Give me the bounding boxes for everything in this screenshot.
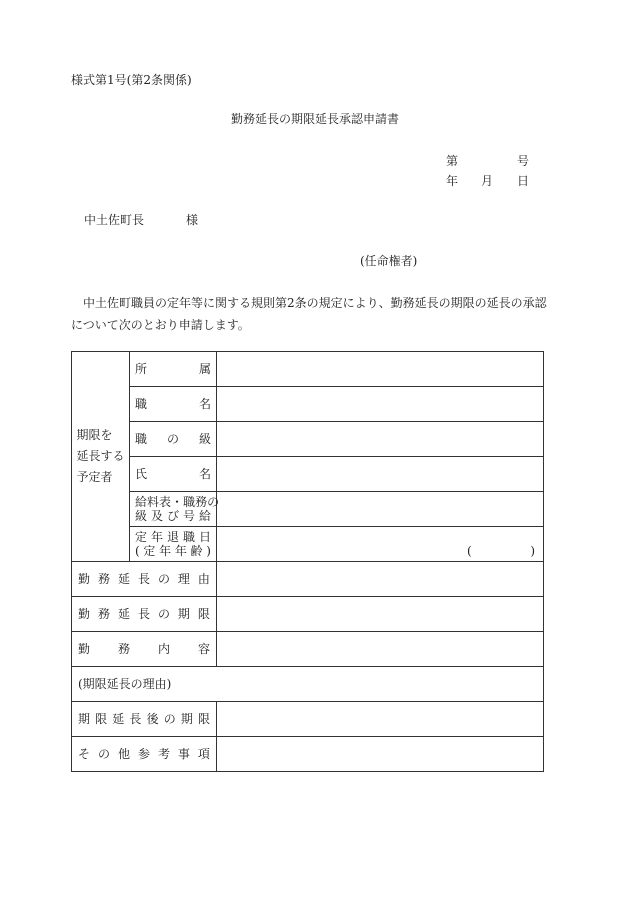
row-duties (72, 632, 544, 667)
doc-number-prefix: 第 (446, 154, 459, 168)
field-after-period[interactable] (217, 702, 544, 737)
field-duties[interactable] (217, 632, 544, 667)
label-other: そ の 他 参 考 事 項 (72, 737, 217, 772)
field-salary-grade[interactable] (217, 492, 544, 527)
doc-number-suffix: 号 (517, 154, 530, 168)
row-extension-reason (72, 562, 544, 597)
date-month: 月 (481, 174, 494, 188)
label-extension-period: 勤 務 延 長 の 期 限 (72, 597, 217, 632)
group-label-line: 予定者 (76, 470, 113, 484)
row-retirement (72, 527, 544, 562)
label-salary-grade: 給 料 表 ・ 職 務 の 級 及 び 号 給 (130, 492, 217, 527)
group-label-cell (72, 352, 130, 562)
appointer-label: (任命権者) (360, 254, 418, 268)
field-extension-period[interactable] (217, 597, 544, 632)
label-after-period: 期 限 延 長 後 の 期 限 (72, 702, 217, 737)
age-paren-open: ( (467, 544, 472, 558)
request-statement-text: 中土佐町職員の定年等に関する規則第2条の規定により、勤務延長の期限の延長の承認について次のとおり申請します。 (71, 296, 547, 332)
row-salary (72, 492, 544, 527)
label-position: 職 名 (130, 387, 217, 422)
row-position (72, 387, 544, 422)
form-number: 様式第1号(第2条関係) (71, 73, 192, 87)
field-retirement-date[interactable] (217, 527, 544, 562)
field-name[interactable] (217, 457, 544, 492)
label-retirement-date: 定 年 退 職 日 ( 定 年 年 齢 ) (130, 527, 217, 562)
request-statement (71, 292, 551, 336)
label-duties: 勤 務 内 容 (72, 632, 217, 667)
label-extension-reason: 勤 務 延 長 の 理 由 (72, 562, 217, 597)
row-other (72, 737, 544, 772)
label-name: 氏 名 (130, 457, 217, 492)
group-label-line: 延長する (76, 449, 125, 463)
label-grade: 職 の 級 (130, 422, 217, 457)
row-after-period (72, 702, 544, 737)
label-affiliation: 所 属 (130, 352, 217, 387)
date-year: 年 (446, 174, 459, 188)
addressee-honorific: 様 (186, 213, 199, 227)
row-extension-period (72, 597, 544, 632)
row-grade (72, 422, 544, 457)
row-period-extension-reason (72, 667, 544, 702)
group-label-line: 期限を (76, 428, 113, 442)
field-affiliation[interactable] (217, 352, 544, 387)
label-period-extension-reason: (期限延長の理由) (78, 677, 172, 691)
field-grade[interactable] (217, 422, 544, 457)
application-table (71, 351, 544, 772)
field-position[interactable] (217, 387, 544, 422)
row-name (72, 457, 544, 492)
document-title: 勤務延長の期限延長承認申請書 (230, 112, 399, 126)
row-affiliation (72, 352, 544, 387)
field-period-extension-reason[interactable] (72, 667, 544, 702)
field-extension-reason[interactable] (217, 562, 544, 597)
field-other[interactable] (217, 737, 544, 772)
addressee-name: 中土佐町長 (84, 213, 145, 227)
date-day: 日 (517, 174, 530, 188)
age-paren-close: ) (530, 544, 535, 558)
